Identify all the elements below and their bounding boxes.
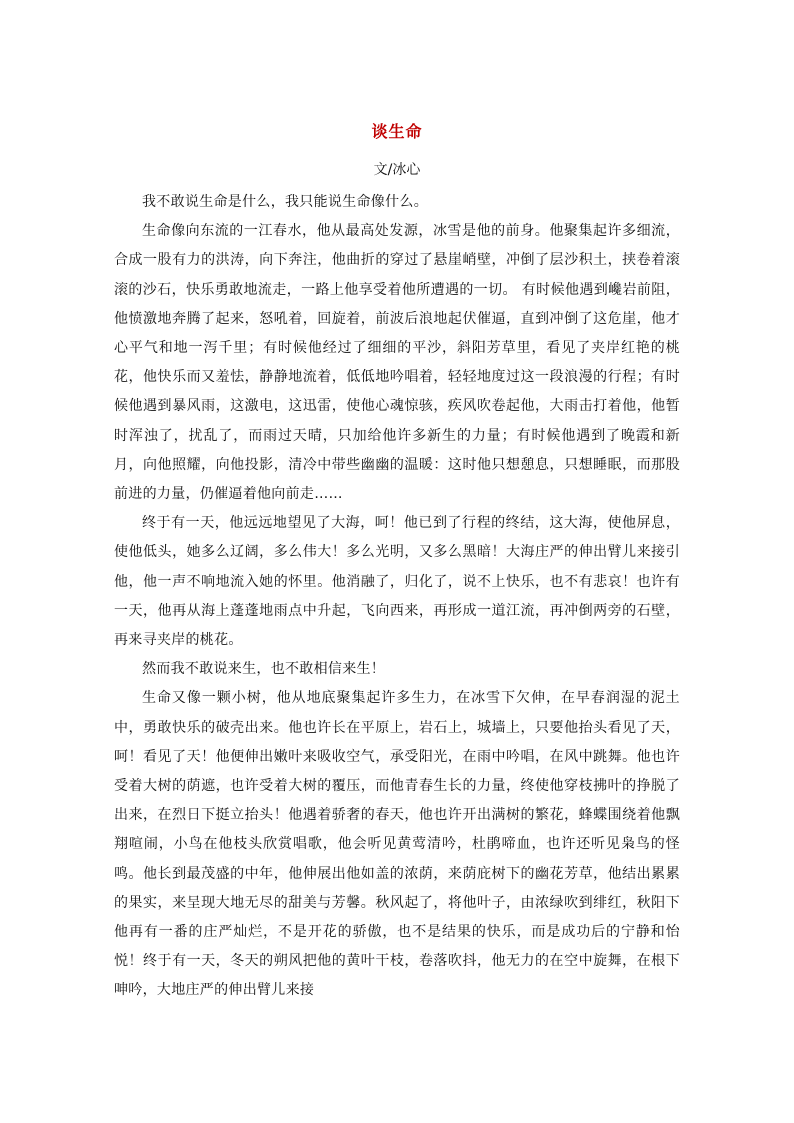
paragraph-1: 我不敢说生命是什么，我只能说生命像什么。 (142, 194, 428, 210)
document-page (114, 118, 680, 1006)
paragraph-2: 生命像向东流的一江春水，他从最高处发源，冰雪是他的前身。他聚集起许多细流，合成一股有力的洪涛，向下奔注，他曲折的穿过了悬崖峭壁，冲倒了层沙积土，挟卷着滚滚的沙石，快乐勇敢地流走，一路上他享受着他所遭遇的一切。 有时候他遇到巉岩前阻，他愤激地奔腾了起来，怒吼着，回旋着，前波后浪地起伏催逼，直到冲倒了这危崖，他才心平气和地一泻千里；有时候他经过了细细的平沙，斜阳芳草里，看见了夹岸红艳的桃花，他快乐而又羞怯，静静地流着，低低地吟唱着，轻轻地度过这一段浪漫的行程；有时候他遇到暴风雨，这激电，这迅雷，使他心魂惊骇，疾风吹卷起他，大雨击打着他，他暂时浑浊了，扰乱了，而雨过天晴，只加给他许多新生的力量；有时候他遇到了晚霞和新月，向他照耀，向他投影，清冷中带些幽幽的温暖：这时他只想憩息，只想睡眠，而那股前进的力量，仍催逼着他向前走…… (114, 223, 680, 503)
document-title: 谈生命 (371, 122, 423, 141)
paragraph-3: 终于有一天，他远远地望见了大海，呵！他已到了行程的终结，这大海，使他屏息，使他低头，她多么辽阔，多么伟大！多么光明，又多么黑暗！大海庄严的伸出臂儿来接引他，他一声不响地流入她的怀里。他消融了，归化了，说不上快乐，也不有悲哀！也许有一天，他再从海上蓬蓬地雨点中升起，飞向西来，再形成一道江流，再冲倒两旁的石壁，再来寻夹岸的桃花。 (114, 515, 680, 649)
document-author: 文/冰心 (373, 162, 421, 178)
paragraph-4: 然而我不敢说来生，也不敢相信来生！ (142, 661, 386, 678)
paragraph-5: 生命又像一颗小树，他从地底聚集起许多生力，在冰雪下欠伸，在早春润湿的泥土中，勇敢快乐的破壳出来。他也许长在平原上，岩石上，城墙上，只要他抬头看见了天，呵！看见了天！他便伸出嫩叶来吸收空气，承受阳光，在雨中吟唱，在风中跳舞。他也许受着大树的荫遮，也许受着大树的覆压，而他青春生长的力量，终使他穿枝拂叶的挣脱了出来，在烈日下挺立抬头！他遇着骄奢的春天，他也许开出满树的繁花，蜂蝶围绕着他飘翔喧闹，小鸟在他枝头欣赏唱歌，他会听见黄莺清吟，杜鹃啼血，也许还听见枭鸟的怪鸣。他长到最茂盛的中年，他伸展出他如盖的浓荫，来荫庇树下的幽花芳草，他结出累累的果实，来呈现大地无尽的甜美与芳馨。秋风起了，将他叶子，由浓绿吹到绯红，秋阳下他再有一番的庄严灿烂，不是开花的骄傲，也不是结果的快乐，而是成功后的宁静和怡悦！终于有一天，冬天的朔风把他的黄叶干枝，卷落吹抖，他无力的在空中旋舞，在根下呻吟，大地庄严的伸出臂儿来接 (114, 690, 680, 999)
